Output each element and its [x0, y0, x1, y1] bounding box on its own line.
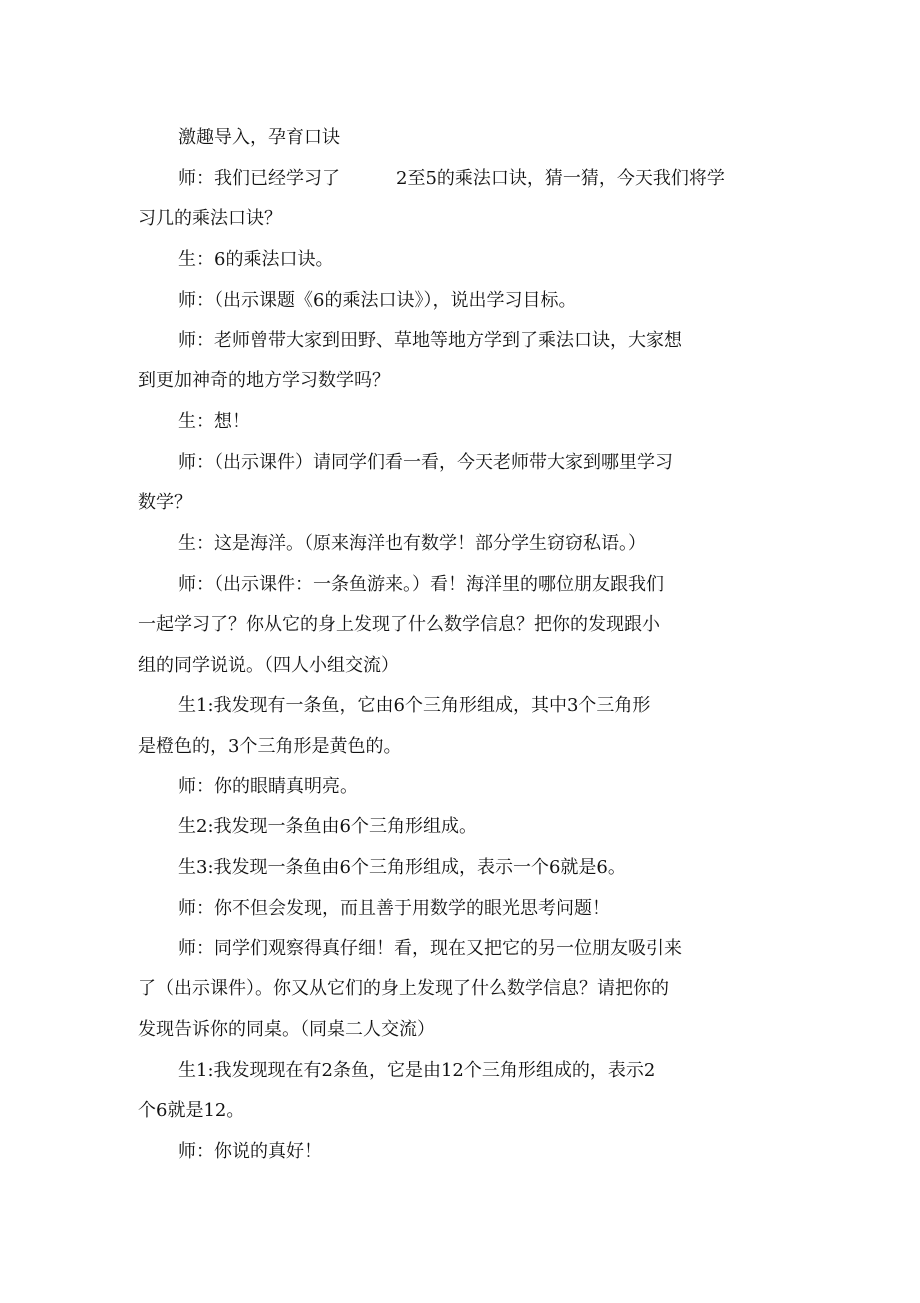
- paragraph-line: 生3:我发现一条鱼由6个三角形组成，表示一个6就是6。: [178, 857, 626, 878]
- paragraph-line: 师：同学们观察得真仔细！看，现在又把它的另一位朋友吸引来: [178, 938, 682, 959]
- paragraph-line: 个6就是12。: [138, 1100, 245, 1121]
- paragraph-line: 生：这是海洋。（原来海洋也有数学！部分学生窃窃私语。）: [178, 533, 646, 554]
- paragraph-line: 组的同学说说。（四人小组交流）: [138, 655, 399, 676]
- paragraph-line: 了（出示课件）。你又从它们的身上发现了什么数学信息？请把你的: [138, 978, 669, 999]
- paragraph-line: 师：（出示课件）请同学们看一看，今天老师带大家到哪里学习: [178, 452, 673, 473]
- paragraph-line: 师：老师曾带大家到田野、草地等地方学到了乘法口诀，大家想: [178, 330, 682, 351]
- paragraph-line: 生：想！: [178, 411, 250, 432]
- paragraph-line: 师：你的眼睛真明亮。: [178, 776, 358, 797]
- section-heading: 激趣导入，孕育口诀: [178, 127, 340, 148]
- paragraph-line: 是橙色的，3个三角形是黄色的。: [138, 736, 402, 757]
- paragraph-line: 到更加神奇的地方学习数学吗？: [138, 370, 390, 391]
- paragraph-line: 习几的乘法口诀？: [138, 208, 282, 229]
- paragraph-text: 师：我们已经学习了: [178, 168, 340, 189]
- paragraph-line: 发现告诉你的同桌。（同桌二人交流）: [138, 1019, 435, 1040]
- paragraph-line: 生2:我发现一条鱼由6个三角形组成。: [178, 816, 477, 837]
- paragraph-line: 师：（出示课题《6的乘法口诀》），说出学习目标。: [178, 290, 577, 311]
- paragraph-line: [178, 167, 725, 191]
- paragraph-line: 师：（出示课件：一条鱼游来。）看！海洋里的哪位朋友跟我们: [178, 574, 664, 595]
- paragraph-line: 生1:我发现现在有2条鱼，它是由12个三角形组成的，表示2: [178, 1060, 656, 1081]
- paragraph-line: 数学？: [138, 492, 192, 513]
- paragraph-line: 生1:我发现有一条鱼，它由6个三角形组成，其中3个三角形: [178, 695, 651, 716]
- paragraph-line: 师：你说的真好！: [178, 1141, 322, 1162]
- paragraph-line: 一起学习了？你从它的身上发现了什么数学信息？把你的发现跟小: [138, 614, 660, 635]
- paragraph-line: 师：你不但会发现，而且善于用数学的眼光思考问题！: [178, 898, 610, 919]
- paragraph-line: 生：6的乘法口诀。: [178, 249, 334, 270]
- paragraph-text: 2至5的乘法口诀，猜一猜，今天我们将学: [396, 168, 725, 189]
